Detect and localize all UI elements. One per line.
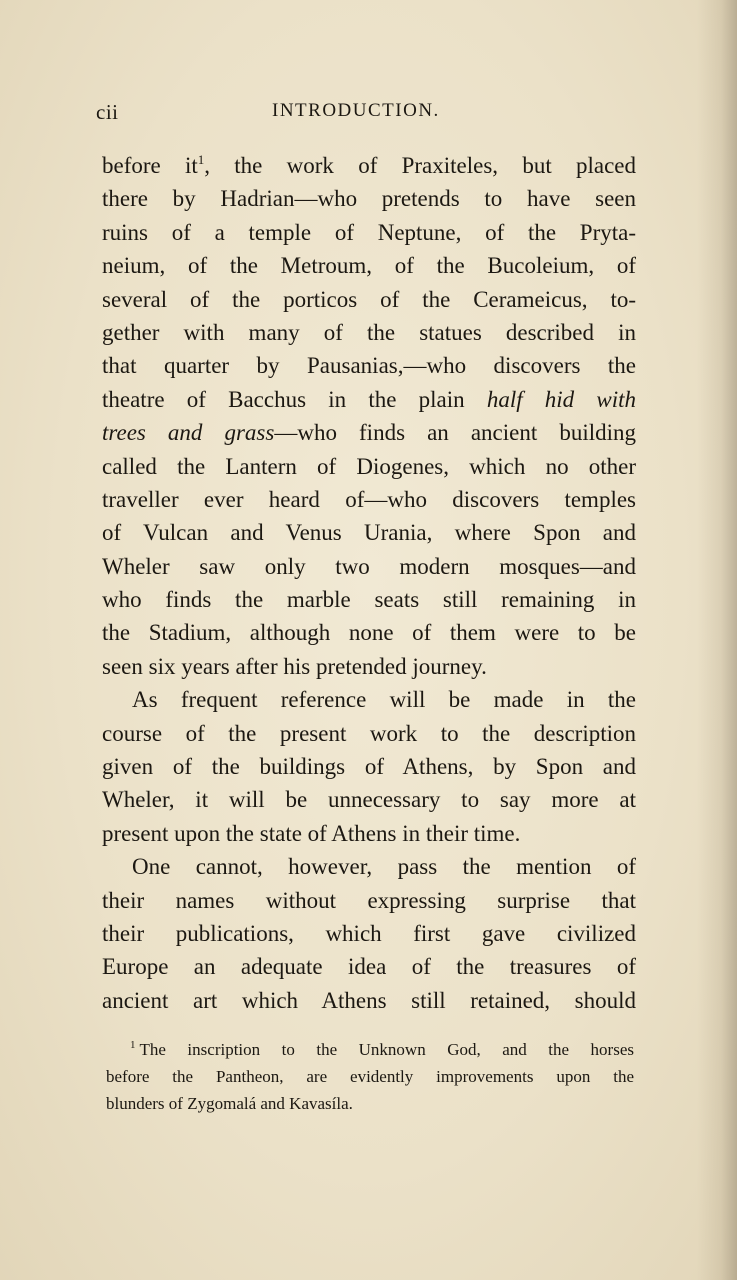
italic-phrase: half hid with bbox=[486, 386, 636, 412]
text-line: gether with many of the statues described in bbox=[102, 319, 636, 345]
footnote-line: before the Pantheon, are evidently improvements upon the bbox=[106, 1067, 634, 1086]
text-line: present upon the state of Athens in their time. bbox=[102, 820, 521, 846]
text-line: seen six years after his pretended journey. bbox=[102, 653, 487, 679]
text-line: As frequent reference will be made in the bbox=[132, 687, 636, 713]
text-line: their names without expressing surprise that bbox=[102, 887, 636, 913]
running-head bbox=[96, 100, 636, 130]
text-line: ruins of a temple of Neptune, of the Pryta- bbox=[102, 219, 636, 245]
body-text bbox=[102, 149, 636, 1017]
text-line: called the Lantern of Diogenes, which no other bbox=[102, 453, 636, 479]
footnote bbox=[106, 1036, 634, 1117]
footnote-reference: 1 bbox=[197, 152, 205, 167]
footnote-line: blunders of Zygomalá and Kavasíla. bbox=[106, 1094, 353, 1113]
footnote-marker: 1 bbox=[130, 1039, 136, 1051]
text-line: course of the present work to the description bbox=[102, 720, 636, 746]
footnote-line: $^1$ The inscription to the Unknown God, and the horses bbox=[130, 1039, 634, 1059]
text-line: Wheler saw only two modern mosques—and bbox=[102, 553, 636, 579]
running-title: INTRODUCTION. bbox=[272, 100, 440, 121]
page-number: cii bbox=[96, 100, 119, 124]
text-line: Europe an adequate idea of the treasures of bbox=[102, 954, 636, 980]
text-line: the Stadium, although none of them were to be bbox=[102, 620, 636, 646]
text-line: traveller ever heard of—who discovers temples bbox=[102, 486, 636, 512]
text-line: theatre of Bacchus in the plain half hid with bbox=[102, 386, 636, 412]
text-line: neium, of the Metroum, of the Bucoleium, of bbox=[102, 253, 636, 279]
text-line: that quarter by Pausanias,—who discovers the bbox=[102, 353, 636, 379]
text-line: there by Hadrian—who pretends to have seen bbox=[102, 186, 636, 212]
page-gutter-shadow bbox=[697, 0, 737, 1280]
text-line: of Vulcan and Venus Urania, where Spon and bbox=[102, 520, 636, 546]
italic-phrase: trees and grass bbox=[102, 420, 275, 446]
text-line: who finds the marble seats still remaining in bbox=[102, 587, 636, 613]
text-line: One cannot, however, pass the mention of bbox=[132, 854, 636, 880]
text-line: their publications, which first gave civilized bbox=[102, 920, 636, 946]
text-line: ancient art which Athens still retained, should bbox=[102, 987, 636, 1013]
text-line: several of the porticos of the Cerameicus, to- bbox=[102, 286, 636, 312]
text-line: trees and grass—who finds an ancient building bbox=[102, 420, 636, 446]
text-line: before $it^1$, the work of Praxiteles, but placed bbox=[102, 152, 636, 178]
text-line: Wheler, it will be unnecessary to say more at bbox=[102, 787, 636, 813]
text-line: given of the buildings of Athens, by Spon and bbox=[102, 754, 636, 780]
